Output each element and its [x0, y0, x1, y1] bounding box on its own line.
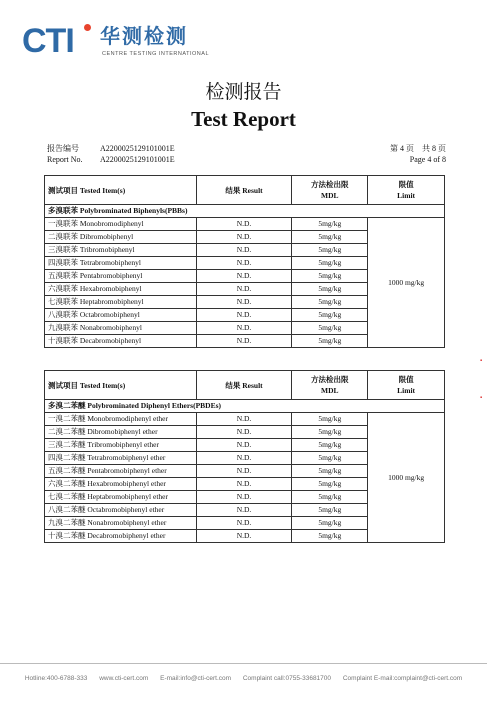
side-stamp-mark: ▪: [480, 358, 483, 364]
item-name: 一溴二苯醚 Monobromodiphenyl ether: [45, 413, 197, 426]
report-no-label-en: Report No.: [47, 155, 83, 164]
page-number-cn: 第 4 页 共 8 页: [390, 144, 446, 153]
mdl-value: 5mg/kg: [292, 335, 368, 348]
result-value: N.D.: [196, 335, 292, 348]
mdl-value: 5mg/kg: [292, 530, 368, 543]
logo-cti-text: CTI: [22, 22, 74, 60]
mdl-value: 5mg/kg: [292, 491, 368, 504]
header-tested-item: 测试项目 Tested Item(s): [45, 371, 197, 400]
page-number-en: Page 4 of 8: [409, 155, 446, 164]
mdl-value: 5mg/kg: [292, 283, 368, 296]
item-name: 四溴联苯 Tetrabromobiphenyl: [45, 257, 197, 270]
header-result: 结果 Result: [196, 371, 292, 400]
logo-chinese-name: 华测检测: [100, 24, 188, 48]
item-name: 六溴联苯 Hexabromobiphenyl: [45, 283, 197, 296]
result-value: N.D.: [196, 270, 292, 283]
limit-value: 1000 mg/kg: [368, 413, 445, 543]
item-name: 十溴联苯 Decabromobiphenyl: [45, 335, 197, 348]
result-value: N.D.: [196, 283, 292, 296]
item-name: 一溴联苯 Monobromodiphenyl: [45, 218, 197, 231]
result-value: N.D.: [196, 491, 292, 504]
result-value: N.D.: [196, 504, 292, 517]
result-value: N.D.: [196, 309, 292, 322]
header-result: 结果 Result: [196, 176, 292, 205]
header-limit: 限值 Limit: [368, 176, 445, 205]
mdl-value: 5mg/kg: [292, 270, 368, 283]
result-value: N.D.: [196, 530, 292, 543]
mdl-value: 5mg/kg: [292, 504, 368, 517]
item-name: 六溴二苯醚 Hexabromobiphenyl ether: [45, 478, 197, 491]
item-name: 三溴联苯 Tribromobiphenyl: [45, 244, 197, 257]
item-name: 十溴二苯醚 Decabromobiphenyl ether: [45, 530, 197, 543]
section-row: [45, 205, 445, 218]
footer-complaint-call: Complaint call:0755-33681700: [242, 675, 332, 682]
footer-hotline: Hotline:400-6788-333: [24, 675, 88, 682]
page-number-block: [390, 143, 446, 165]
section-title-pbde: 多溴二苯醚 Polybrominated Diphenyl Ethers(PBDEs): [45, 400, 445, 413]
item-name: 八溴联苯 Octabromobiphenyl: [45, 309, 197, 322]
mdl-value: 5mg/kg: [292, 413, 368, 426]
item-name: 九溴联苯 Nonabromobiphenyl: [45, 322, 197, 335]
mdl-value: 5mg/kg: [292, 465, 368, 478]
report-number-block: [47, 143, 175, 165]
mdl-value: 5mg/kg: [292, 257, 368, 270]
item-name: 四溴二苯醚 Tetrabromobiphenyl ether: [45, 452, 197, 465]
item-name: 八溴二苯醚 Octabromobiphenyl ether: [45, 504, 197, 517]
result-value: N.D.: [196, 426, 292, 439]
pbde-results-table: [44, 370, 445, 543]
result-value: N.D.: [196, 322, 292, 335]
result-value: N.D.: [196, 218, 292, 231]
mdl-value: 5mg/kg: [292, 231, 368, 244]
header-tested-item: 测试项目 Tested Item(s): [45, 176, 197, 205]
result-value: N.D.: [196, 439, 292, 452]
table-header-row: [45, 176, 445, 205]
logo-english-name: CENTRE TESTING INTERNATIONAL: [102, 51, 210, 57]
result-value: N.D.: [196, 465, 292, 478]
logo-dot-icon: [84, 24, 91, 31]
limit-value: 1000 mg/kg: [368, 218, 445, 348]
result-value: N.D.: [196, 413, 292, 426]
mdl-value: 5mg/kg: [292, 296, 368, 309]
report-no-label-cn: 报告编号: [47, 144, 79, 153]
mdl-value: 5mg/kg: [292, 244, 368, 257]
report-title-en: Test Report: [191, 107, 296, 131]
section-row: [45, 400, 445, 413]
company-logo: [22, 20, 242, 64]
mdl-value: 5mg/kg: [292, 452, 368, 465]
side-stamp-mark: ▪: [480, 395, 483, 401]
result-value: N.D.: [196, 244, 292, 257]
item-name: 九溴二苯醚 Nonabromobiphenyl ether: [45, 517, 197, 530]
item-name: 三溴二苯醚 Tribromobiphenyl ether: [45, 439, 197, 452]
footer-website: www.cti-cert.com: [99, 675, 149, 682]
item-name: 七溴二苯醚 Heptabromobiphenyl ether: [45, 491, 197, 504]
mdl-value: 5mg/kg: [292, 218, 368, 231]
result-value: N.D.: [196, 257, 292, 270]
item-name: 五溴二苯醚 Pentabromobiphenyl ether: [45, 465, 197, 478]
mdl-value: 5mg/kg: [292, 478, 368, 491]
section-title-pbb: 多溴联苯 Polybrominated Biphenyls(PBBs): [45, 205, 445, 218]
table-header-row: [45, 371, 445, 400]
result-value: N.D.: [196, 452, 292, 465]
report-no-value: A2200025129101001E: [100, 144, 175, 153]
footer-complaint-email: Complaint E-mail:complaint@cti-cert.com: [342, 675, 463, 682]
result-value: N.D.: [196, 478, 292, 491]
report-title-cn: 检测报告: [205, 81, 282, 103]
mdl-value: 5mg/kg: [292, 439, 368, 452]
result-value: N.D.: [196, 296, 292, 309]
report-no-value-en: A2200025129101001E: [100, 155, 175, 164]
item-name: 五溴联苯 Pentabromobiphenyl: [45, 270, 197, 283]
header-limit: 限值 Limit: [368, 371, 445, 400]
mdl-value: 5mg/kg: [292, 517, 368, 530]
item-name: 七溴联苯 Heptabromobiphenyl: [45, 296, 197, 309]
mdl-value: 5mg/kg: [292, 309, 368, 322]
table-row: [45, 413, 445, 426]
result-value: N.D.: [196, 231, 292, 244]
header-mdl: 方法检出限 MDL: [292, 371, 368, 400]
footer-email: E-mail:info@cti-cert.com: [160, 675, 232, 682]
item-name: 二溴联苯 Dibromobiphenyl: [45, 231, 197, 244]
item-name: 二溴二苯醚 Dibromobiphenyl ether: [45, 426, 197, 439]
mdl-value: 5mg/kg: [292, 322, 368, 335]
table-row: [45, 218, 445, 231]
header-mdl: 方法检出限 MDL: [292, 176, 368, 205]
mdl-value: 5mg/kg: [292, 426, 368, 439]
result-value: N.D.: [196, 517, 292, 530]
pbb-results-table: [44, 175, 445, 348]
page-footer: [0, 663, 487, 682]
